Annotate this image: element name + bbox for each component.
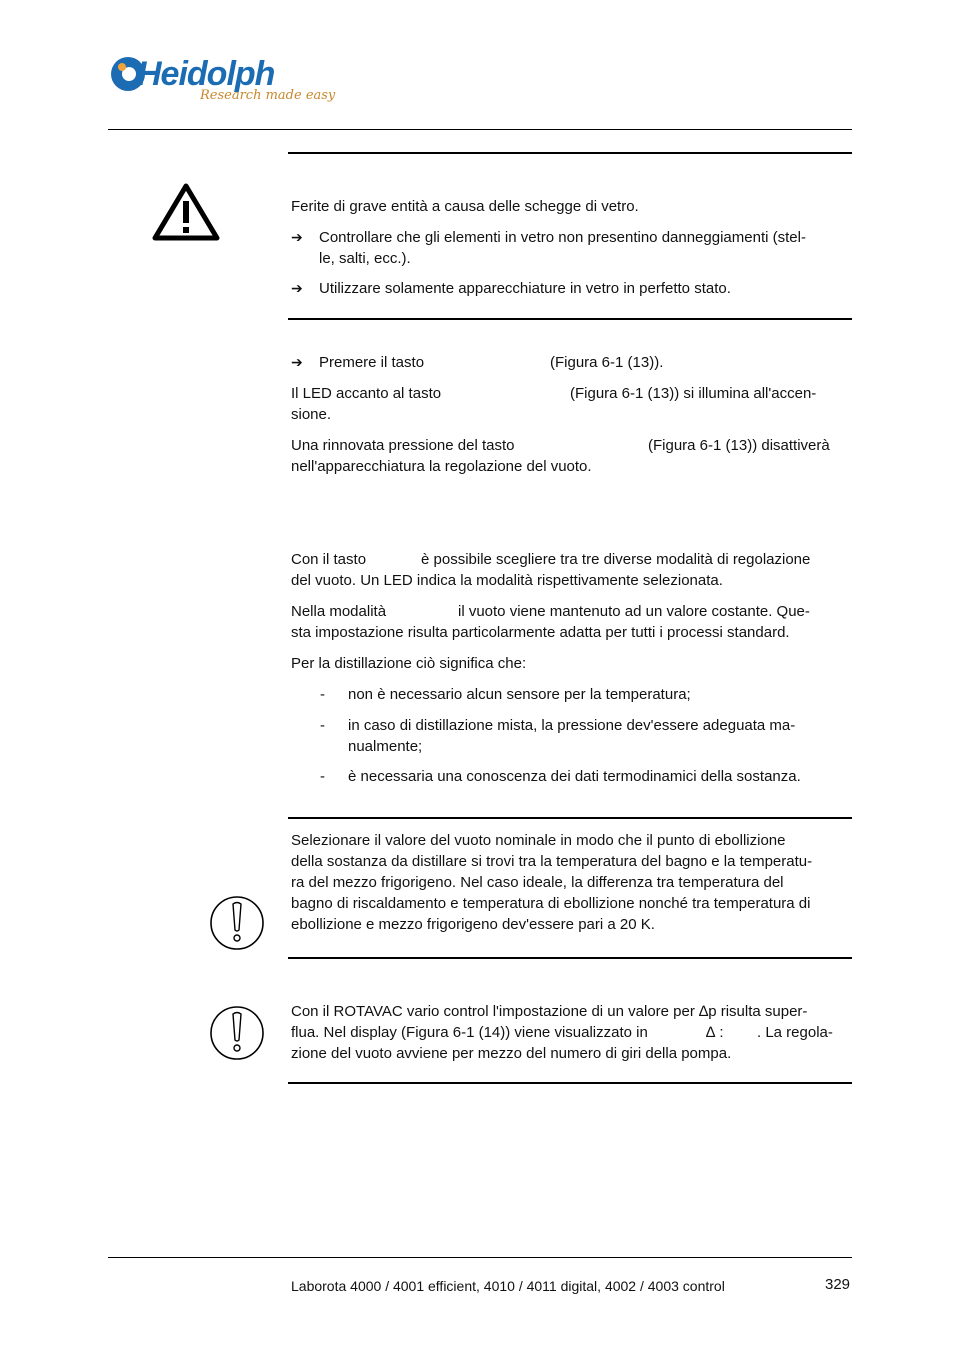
- list-item: non è necessario alcun sensore per la temperatura;: [348, 686, 691, 703]
- list-dash: -: [320, 768, 325, 785]
- note-exclamation-icon: [208, 894, 266, 952]
- logo-wordmark: Heidolph: [137, 55, 275, 93]
- list-dash: -: [320, 717, 325, 734]
- note1-line-5: ebollizione e mezzo frigorigeno dev'essere pari a 20 K.: [291, 916, 655, 933]
- note2-line-2b: ∆ :: [706, 1024, 724, 1041]
- activation-again-a: Una rinnovata pressione del tasto: [291, 437, 515, 454]
- warning-triangle-icon: [151, 181, 221, 243]
- activation-led-c: sione.: [291, 406, 332, 423]
- page-number: 329: [825, 1276, 851, 1293]
- activation-again-b: (Figura 6-1 (13)) disattiverà: [648, 437, 830, 454]
- activation-bullet-b: (Figura 6-1 (13)).: [550, 354, 664, 371]
- list-item-continued: nualmente;: [348, 738, 423, 755]
- list-item: in caso di distillazione mista, la pressione dev'essere adeguata ma-: [348, 717, 796, 734]
- note2-line-2a: flua. Nel display (Figura 6-1 (14)) viene visualizzato in: [291, 1024, 648, 1041]
- modes-p2-c: sta impostazione risulta particolarmente adatta per tutti i processi standard.: [291, 624, 790, 641]
- activation-again-c: nell'apparecchiatura la regolazione del vuoto.: [291, 458, 592, 475]
- modes-p2-a: Nella modalità: [291, 603, 387, 620]
- note2-line-3: zione del vuoto avviene per mezzo del numero di giri della pompa.: [291, 1045, 732, 1062]
- footer-product: Laborota 4000 / 4001 efficient, 4010 / 4011 digital, 4002 / 4003 control: [291, 1278, 725, 1294]
- list-item: è necessaria una conoscenza dei dati termodinamici della sostanza.: [348, 768, 801, 785]
- arrow-bullet-icon: ➔: [291, 354, 303, 370]
- section-rule: [288, 1082, 852, 1084]
- warning-bullet-1a: Controllare che gli elementi in vetro non presentino danneggiamenti (stel-: [319, 229, 806, 246]
- modes-p1-c: del vuoto. Un LED indica la modalità rispettivamente selezionata.: [291, 572, 723, 589]
- note1-line-1: Selezionare il valore del vuoto nominale in modo che il punto di ebollizione: [291, 832, 786, 849]
- note-exclamation-icon: [208, 1004, 266, 1062]
- section-rule: [288, 152, 852, 154]
- modes-p1-a: Con il tasto: [291, 551, 367, 568]
- modes-p3: Per la distillazione ciò significa che:: [291, 655, 527, 672]
- note1-line-3: ra del mezzo frigorigeno. Nel caso ideale, la differenza tra temperatura del: [291, 874, 784, 891]
- warning-bullet-2: Utilizzare solamente apparecchiature in vetro in perfetto stato.: [319, 280, 731, 297]
- note1-line-4: bagno di riscaldamento e temperatura di ebollizione nonché tra temperatura di: [291, 895, 811, 912]
- warning-bullet-1b: le, salti, ecc.).: [319, 250, 411, 267]
- logo-tagline: Research made easy: [200, 88, 336, 103]
- list-dash: -: [320, 686, 325, 703]
- section-rule: [288, 957, 852, 959]
- activation-led-a: Il LED accanto al tasto: [291, 385, 442, 402]
- note1-line-2: della sostanza da distillare si trovi tra la temperatura del bagno e la temperatu-: [291, 853, 813, 870]
- section-rule: [288, 817, 852, 819]
- modes-p2-b: il vuoto viene mantenuto ad un valore costante. Que-: [458, 603, 810, 620]
- arrow-bullet-icon: ➔: [291, 280, 303, 296]
- note2-line-2c: . La regola-: [757, 1024, 833, 1041]
- warning-text: Ferite di grave entità a causa delle schegge di vetro.: [291, 198, 639, 215]
- header-rule: [108, 129, 852, 130]
- note2-line-1: Con il ROTAVAC vario control l'impostazione di un valore per ∆p risulta super-: [291, 1003, 808, 1020]
- arrow-bullet-icon: ➔: [291, 229, 303, 245]
- section-rule: [288, 318, 852, 320]
- modes-p1-b: è possibile scegliere tra tre diverse modalità di regolazione: [421, 551, 811, 568]
- footer-rule: [108, 1257, 852, 1258]
- activation-led-b: (Figura 6-1 (13)) si illumina all'accen-: [570, 385, 817, 402]
- activation-bullet-a: Premere il tasto: [319, 354, 425, 371]
